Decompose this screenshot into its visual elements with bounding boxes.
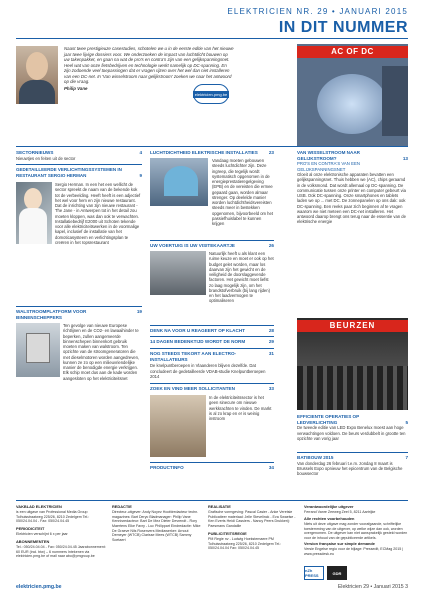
item-rule [150,348,274,349]
toc-page: 28 [268,328,274,333]
toc-subtitle: PRO'S EN CONTRA'S VAN EEN GELIJKSPANNINGSNET [297,161,360,172]
item-rule [150,240,274,241]
toc-text-sollicitanten: In de elektriciteitssector is het geen sinecure om nieuwe werkkrachten te vinden. De markt is al zo krap en er is weinig instroom [209,395,272,421]
beurzen-banner: BEURZEN [297,320,408,332]
colophon-heading: Version française sur simple demande [304,540,375,546]
toc-title: BATIBOUW 2015 [297,455,334,460]
toc-title: NOG STEEDS TEKORT AAN ELECTRO-INSTALLATEURS [150,351,237,362]
shore-power-photo [16,323,60,377]
toc-item-tekort[interactable] [150,351,274,379]
toc-title: GEDETAILLEERDE VERLICHTINGSSYSTEMEN IN RESTAURANT SERGIO HERMAN [16,167,122,178]
publisher-logos [304,566,347,580]
toc-title: WALSTROOMPLATFORM VOOR BINNENSCHEPPERS [16,309,87,320]
colophon-rule [16,500,408,503]
colophon-heading: REDACTIE [112,504,132,509]
website-badge-label: elektricien.pmg.be [194,91,228,97]
colophon-heading: Alle rechten voorbehouden [304,515,355,521]
lightbulb-illustration [317,74,387,134]
toc-title: SECTORNIEUWS [16,150,54,155]
toc-item-sergio-herman[interactable] [16,167,142,178]
toc-title: LUCHTDICHTHEID ELEKTRISCHE INSTALLATIES [150,150,258,155]
colophon-text: Elektricien verschijnt 6 x per jaar [16,532,68,537]
toc-title: 14 DAGEN BEDENKTIJD WORDT DE NORM [150,339,246,344]
toc-text: Nieuwtjes en feiten uit de sector [16,155,76,161]
toc-item-gelijkstroom[interactable] [297,150,408,302]
toc-page: 31 [268,351,274,356]
press-logo-icon: nZh PRESS [304,566,324,580]
page-title: IN DIT NUMMER [278,19,408,36]
item-rule [150,383,274,384]
toc-page: 34 [268,465,274,470]
students-photo [150,395,206,457]
toc-item-ledverlichting[interactable] [297,414,408,441]
toc-title: VAN WISSELSTROOM NAAR GELIJKSTROOM? [297,150,360,161]
item-rule [16,306,142,307]
toc-text: Gloeit al onze elektronische apparaten bevatten een gelijkspanningsnet. Thuis hebben we (AC), chips geraamd in de volksmond. Dat wordt allemaal op DC-spanning. De communicatie tussen onze printer en computer gebeurt via USB. Ook DC-spanning. Onze smartphones en tablets laden we op ... met DC. De zonnepanelen op ons dak: ook DC-spanning. Een reeks paar zich beginnen af te vragen waarom we niet meteen een DC-net installeren. Het antwoord daarop brengt ons terug naar de essentie van de elektrische energie [297,172,406,225]
toc-page: 9 [139,172,142,178]
toc-title: ZOEK EN VIND MEER SOLLICITANTEN [150,386,235,391]
toc-page: 23 [268,150,274,155]
acdc-banner: AC OF DC [297,46,408,58]
colophon-heading: PERIODICITEIT [16,526,45,532]
colophon-heading: VAKBLAD ELEKTRICIEN [16,504,62,509]
colophon-text: Niets uit deze uitgave mag zonder voorafgaande, schriftelijke toestemming van de uitgever, op welke wijze dan ook, worden overgenomen. De uitgever kan niet aansprakelijk gesteld worden voor de inhoud van de gepubliceerde artikels. [304,521,408,540]
toc-item-voertuig[interactable] [150,243,274,249]
item-rule [16,164,142,165]
toc-page: 33 [268,386,274,391]
website-badge[interactable] [193,84,229,104]
toc-item-productinfo[interactable] [150,465,274,471]
item-rule [150,325,274,326]
colophon-text: Versie Engelse regio voor de bijlage: Pressedit, ECMag 2015 | www.pressdesk.eu [304,546,404,556]
toc-item-bedenktijd[interactable] [150,339,274,345]
toc-page: 4 [139,150,142,155]
item-rule [150,462,274,463]
toc-title: DENK NA VOOR U REAGEERT OP KLACHT [150,328,245,333]
colophon-text: Ferrand Vanre Zeeweg Zeel 5, 8211 Aartrijke [304,510,376,515]
acdc-feature-image[interactable] [297,44,408,147]
gdr-logo-icon: GDR [327,566,347,580]
colophon-heading: PUBLICITEITSREGIE [208,530,247,536]
header-rule [16,38,408,39]
colophon-col-2 [112,504,204,543]
panel-illustration [382,66,408,136]
colophon-text: is een uitgave van Professional Media Group Tolhuisstraatweg 225/26, 8210 Zedelgem Tel.: 050/24.04.04 - Fax: 050/24.04.45 [16,510,90,524]
toc-page: 29 [268,339,274,344]
colophon-col-1 [16,504,108,559]
toc-page: 19 [136,309,142,314]
toc-title: UW VOERTUIG IS UW VISITEKAARTJE [150,243,235,248]
toc-item-sollicitanten[interactable] [150,386,274,392]
toc-page: 5 [405,419,408,425]
toc-item-klacht[interactable] [150,328,274,334]
toc-text-walstroom: Ten gevolge van nieuwe Europese richtlijnen en de CO2- en lawaaihinder te beperken, zullen aangemeerde binnenschepen binnenkort gebruik moeten maken van walstroom. Ten opzichte van de stroomgeneratoren die met dieselmotoren worden aangedreven, kunnen ze zo op een milieuvriendelijke manier de benodigde energie verkrijgen. Elk schip moet dus aan de kade worden aangesloten op het elektriciteitsnet [63,323,140,381]
colophon-heading: Verantwoordelijke uitgever [304,504,354,509]
editor-portrait [16,46,58,104]
toc-item-batibouw[interactable] [297,455,408,476]
toc-title: PRODUCTINFO [150,465,184,470]
toc-text-sergio: Sergio Herman. In een het een wellicht de sector spreekt de naam van de bekende kok tot de verbeelding. Heeft heeft is een adjectief het wel voor hem en zijn nieuwe restaurant. Dat de inrichting van zijn nieuwe restaurant - The Jane - in Antwerpen tot in het detail zou moeten kloppen, was dan ook te verwachten. Installatiebedrijf E2000 uit Schoten tekende voor alle elektriciteitswerken in de voormalige kapel, inclusief de installatie van het domoticasysteem en verlichtingsplan te creëren in het ropsrestaurant [55,182,141,245]
building-photo [150,158,208,206]
van-photo [150,251,206,295]
colophon-heading: ABONNEMENTEN [16,538,50,544]
section-rule [16,146,408,147]
toc-text-luchtdichtheid: Vandaag moeten gebouwen steeds luchtdichter zijn. Deze ingreep, die tegelijk wordt systematisch opgenomen in de energieprestatieregelgeving (EPB) en de vereisten die ermee gepaard gaan, worden almaar strenger. Op deelelde manier worden luchtdichtheidsvereisten steeds meer in bestekken opgenomen, bijvoorbeeld om het passiefhuislabel te kunnen krijgen [212,158,273,226]
toc-item-sectornieuws[interactable] [16,150,142,161]
toc-page: 7 [405,455,408,460]
chef-photo [16,182,52,244]
item-rule [150,336,274,337]
toc-text: De tweede editie van LED Expo Benelux moest aan hoge verwachtingen voldoen. De beurs verdubbelt in grootte ten opzichte van vorig jaar [297,425,406,441]
colophon-text: Tel.: 050/24.04.04 - Fax: 050/24.04.45 Jaarabonnement: 60 EUR (incl. btw) – 6 nummers Intekenen via elektricien.pmg.be of mail naar abo@pmgroup.be [16,544,106,559]
crowd-illustration [297,366,408,410]
colophon-col-4 [304,504,408,556]
toc-text: Van donderdag 26 februari t.e.m. zondag 8 maart is Brussels Expo opnieuw het epicentrum van de Belgische bouwsector [297,460,403,477]
toc-text: De knelpuntberoepen in Vlaanderen blijven dezelfde. Dat concludeert de gedetailleerde VDAB-studie Knelpuntberoepen 2014 [150,363,266,379]
colophon-text: PM Regie nv - Ludwig Hoekstemaere PM Tolhuisstraatweg 225/26, 8210 Zedelgem Tel.: 050/24.04.04 Fax: 050/24.04.45 [208,536,282,551]
colophon-text: Directeur-uitgever: Andy Noyez Hoofdredacteur techn. magazines: Bart Deryc Bladmanager: Philip Vane Kennisredacteur: Bart De Mez Dieter Devrendt - Rory Maertens Elke Favry - Luc Philippart Eindredactie: Mike De Graeve Nils Rosenvers Mediawerker: Arnout Demeyer (WTCB) Clarisse Mees (WTCB) Sammy Soetaert [112,510,201,543]
intro-signature: Philip Vane [64,85,88,91]
colophon-col-3 [208,504,300,551]
toc-page: 26 [268,243,274,248]
toc-title: EFFICIENTE OPERATIES OP LEDVERLICHTING [297,414,360,425]
toc-item-walstroom[interactable] [16,309,142,320]
toc-text-voertuig: Natuurlijk heeft u als klant een ruime keuze en moet er ook op het budget gelet worden, maar los daarvan zijn het gewicht en de veiligheid de doorslaggevende factoren. Het gewicht moet liefst zo laag mogelijk zijn, om het brandstofverbruik (bij lang rijden) en het laadvermogen te optimaliseren [209,251,274,304]
page-number: Elektricien 29 • Januari 2015 3 [337,584,408,590]
colophon-text: Grafische vormgeving: Pascal Casier - Anke Veretsie Publicatieer materiaal: Jelle Stevelinck - Eva Swaelse - Ken Everts Heidi Cassiers - Nancy Peers Drukkerij: Paesmans Gandaille [208,510,296,529]
item-rule [297,452,408,453]
toc-item-luchtdichtheid[interactable] [150,150,274,156]
beurzen-feature-image[interactable] [297,318,408,410]
header-issue: ELEKTRICIEN NR. 29 • JANUARI 2015 [227,7,408,16]
site-url[interactable]: elektricien.pmg.be [16,584,62,590]
intro-text: Naast twee prestigieuze casestudies, schotelen we u in de eerste editie van het nieuwe jaar twee lijvige dossiers voor. We onderzoeken de impact van luchtdicht bouwen op uw takenpakket, en gaan na wat de pro's en contra's zijn van een gelijkspanningsnet. Heel wat van onze fietsbedrijven en technologie werkt namelijk op DC-spanning. En zijn zodoende veel toepassingen dat er vragen rijzen over het wel dan niet installeren van een DC-net. In 'Van wisselstroom naar gelijkstroom' zoeken we naar het antwoord op die vraag. [64,46,234,84]
toc-page: 13 [402,155,408,161]
colophon-heading: REALISATIE [208,504,231,509]
